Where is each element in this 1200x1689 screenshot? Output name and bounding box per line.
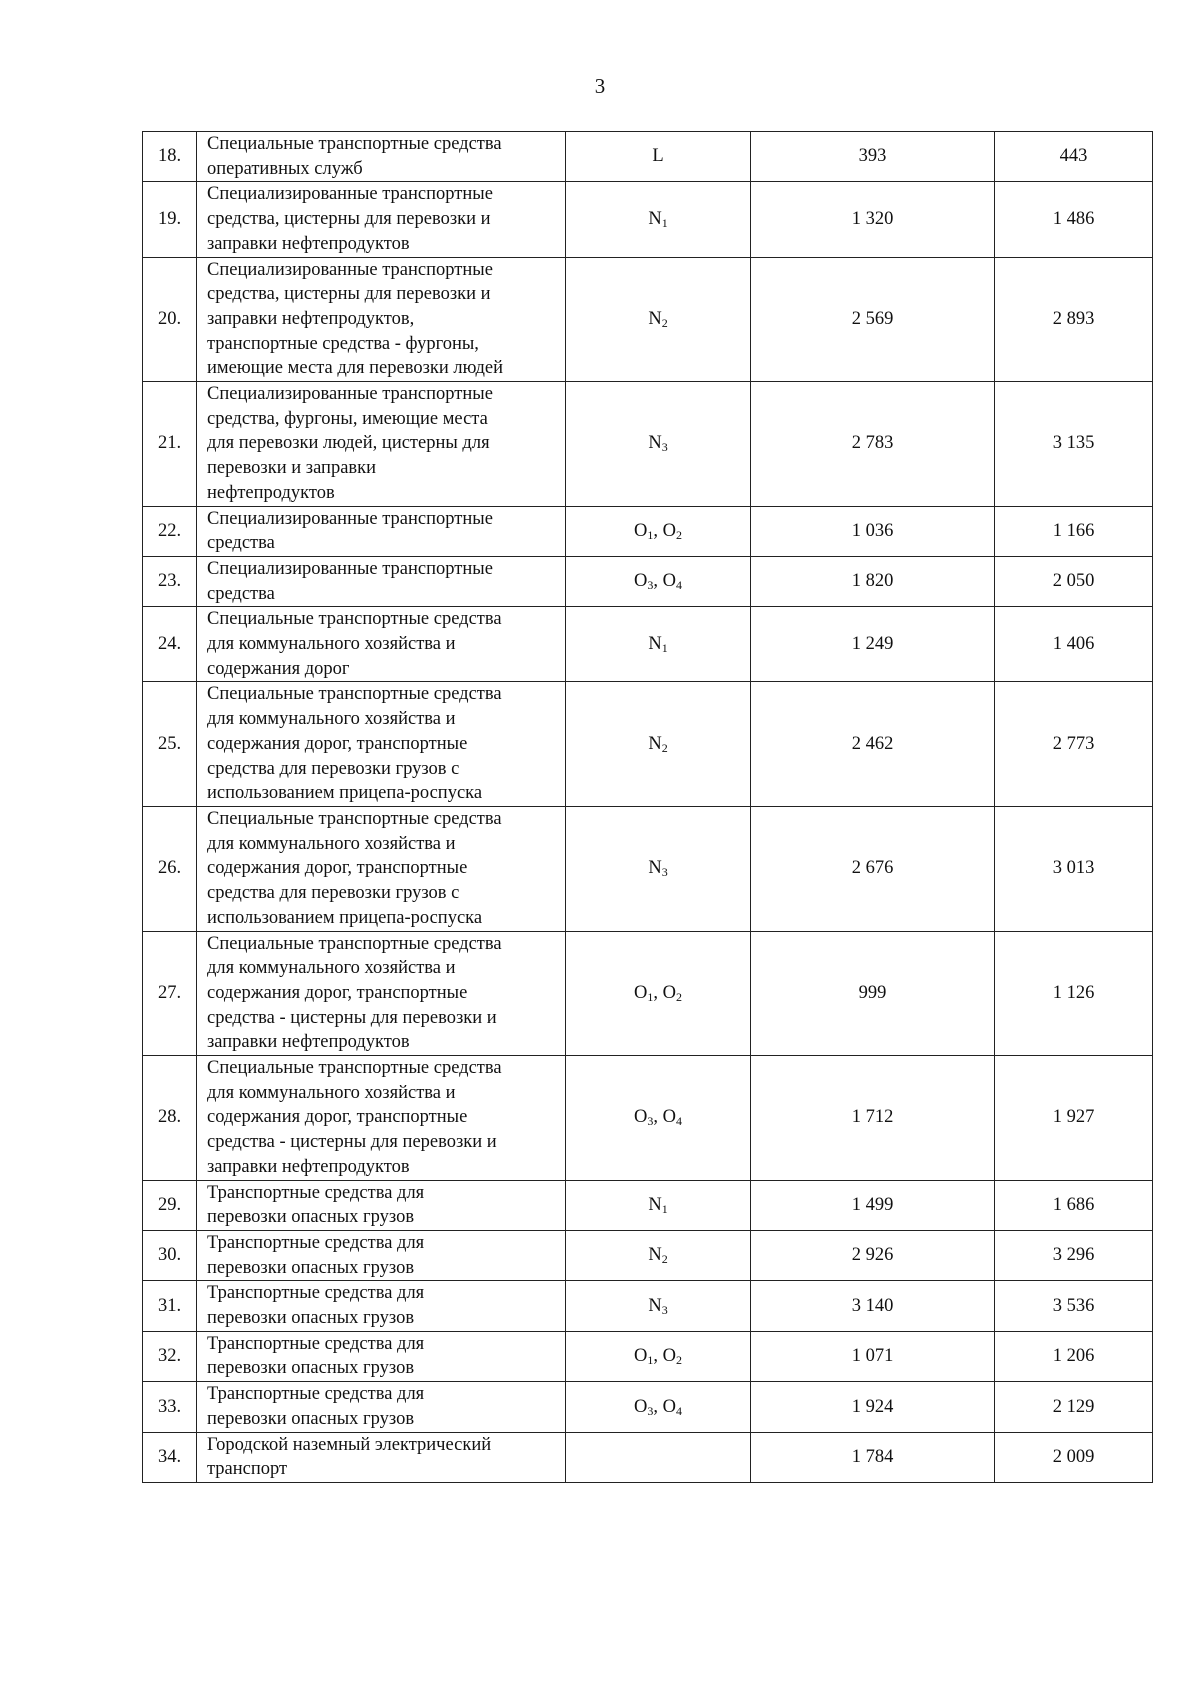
value-column-2: 2 129 <box>995 1382 1153 1432</box>
table-row <box>143 1432 1153 1482</box>
description-line: средства для перевозки грузов с <box>207 758 460 779</box>
description-line: использованием прицепа-роспуска <box>207 783 483 804</box>
vehicle-description <box>197 1230 566 1280</box>
page-number: 3 <box>594 74 606 98</box>
value-column-1: 1 924 <box>751 1382 995 1432</box>
vehicle-description <box>197 931 566 1056</box>
description-line: для коммунального хозяйства и <box>207 833 456 854</box>
description-line: Специальные транспортные средства <box>207 1058 502 1079</box>
description-line: заправки нефтепродуктов <box>207 233 410 254</box>
description-line: имеющие места для перевозки людей <box>207 358 504 379</box>
description-line: Транспортные средства для <box>207 1182 425 1203</box>
value-column-2: 1 406 <box>995 607 1153 682</box>
row-number: 19. <box>143 182 197 257</box>
description-line: содержания дорог, транспортные <box>207 1107 468 1128</box>
value-column-2: 443 <box>995 132 1153 182</box>
description-line: средства - цистерны для перевозки и <box>207 1007 497 1028</box>
description-line: Транспортные средства для <box>207 1333 425 1354</box>
value-column-1: 1 249 <box>751 607 995 682</box>
description-line: нефтепродуктов <box>207 482 335 503</box>
description-line: оперативных служб <box>207 158 363 179</box>
description-line: заправки нефтепродуктов, <box>207 308 415 329</box>
value-column-2: 1 126 <box>995 931 1153 1056</box>
description-line: средства, цистерны для перевозки и <box>207 209 491 230</box>
vehicle-description <box>197 1281 566 1331</box>
table-row <box>143 1281 1153 1331</box>
value-column-1: 999 <box>751 931 995 1056</box>
description-line: Специализированные транспортные <box>207 384 493 405</box>
rates-table <box>142 131 1153 1483</box>
table-row <box>143 506 1153 556</box>
vehicle-description <box>197 182 566 257</box>
table-row <box>143 1331 1153 1381</box>
vehicle-category: $O_1$, $O_2$ <box>566 931 751 1056</box>
table-row <box>143 1230 1153 1280</box>
table-row <box>143 607 1153 682</box>
value-column-2: 3 013 <box>995 806 1153 931</box>
description-line: Городской наземный электрический <box>207 1434 492 1455</box>
value-column-1: 1 071 <box>751 1331 995 1381</box>
description-line: Транспортные средства для <box>207 1384 425 1405</box>
table-row <box>143 182 1153 257</box>
vehicle-description <box>197 506 566 556</box>
description-line: средства <box>207 533 275 554</box>
description-line: для коммунального хозяйства и <box>207 709 456 730</box>
table-row <box>143 556 1153 606</box>
vehicle-category: $O_3$, $O_4$ <box>566 1382 751 1432</box>
vehicle-description <box>197 1331 566 1381</box>
vehicle-category: $O_3$, $O_4$ <box>566 556 751 606</box>
row-number: 30. <box>143 1230 197 1280</box>
vehicle-category: $N_2$ <box>566 1230 751 1280</box>
description-line: Специализированные транспортные <box>207 508 493 529</box>
table-row <box>143 1382 1153 1432</box>
table-row <box>143 257 1153 382</box>
description-line: Специальные транспортные средства <box>207 808 502 829</box>
value-column-1: 3 140 <box>751 1281 995 1331</box>
vehicle-description <box>197 806 566 931</box>
description-line: содержания дорог <box>207 658 350 679</box>
description-line: перевозки опасных грузов <box>207 1408 415 1429</box>
vehicle-category: $N_1$ <box>566 182 751 257</box>
description-line: содержания дорог, транспортные <box>207 733 468 754</box>
vehicle-category <box>566 1432 751 1482</box>
description-line: содержания дорог, транспортные <box>207 982 468 1003</box>
description-line: Транспортные средства для <box>207 1232 425 1253</box>
row-number: 26. <box>143 806 197 931</box>
vehicle-description <box>197 1432 566 1482</box>
vehicle-category: $N_3$ <box>566 382 751 507</box>
description-line: перевозки и заправки <box>207 458 377 479</box>
row-number: 32. <box>143 1331 197 1381</box>
value-column-2: 1 486 <box>995 182 1153 257</box>
description-line: Специальные транспортные средства <box>207 134 502 154</box>
value-column-1: 1 320 <box>751 182 995 257</box>
description-line: Специальные транспортные средства <box>207 933 502 954</box>
row-number: 22. <box>143 506 197 556</box>
value-column-2: 3 296 <box>995 1230 1153 1280</box>
row-number: 33. <box>143 1382 197 1432</box>
value-column-2: 1 206 <box>995 1331 1153 1381</box>
value-column-1: 1 036 <box>751 506 995 556</box>
vehicle-description <box>197 607 566 682</box>
vehicle-category: $N_3$ <box>566 1281 751 1331</box>
table-row <box>143 1180 1153 1230</box>
vehicle-description <box>197 556 566 606</box>
row-number: 34. <box>143 1432 197 1482</box>
table-row <box>143 382 1153 507</box>
row-number: 23. <box>143 556 197 606</box>
description-line: средства, цистерны для перевозки и <box>207 284 491 305</box>
description-line: транспортные средства - фургоны, <box>207 333 479 354</box>
value-column-1: 2 676 <box>751 806 995 931</box>
description-line: средства - цистерны для перевозки и <box>207 1132 497 1153</box>
vehicle-category: $O_1$, $O_2$ <box>566 506 751 556</box>
value-column-2: 1 166 <box>995 506 1153 556</box>
vehicle-description <box>197 1382 566 1432</box>
value-column-2: 2 009 <box>995 1432 1153 1482</box>
row-number: 18. <box>143 132 197 182</box>
row-number: 21. <box>143 382 197 507</box>
vehicle-description <box>197 257 566 382</box>
description-line: перевозки опасных грузов <box>207 1257 415 1278</box>
table-body <box>143 132 1153 1483</box>
vehicle-category: $O_3$, $O_4$ <box>566 1056 751 1181</box>
description-line: Специальные транспортные средства <box>207 609 502 630</box>
description-line: средства для перевозки грузов с <box>207 883 460 904</box>
vehicle-category: $N_2$ <box>566 682 751 807</box>
description-line: средства <box>207 583 275 604</box>
description-line: содержания дорог, транспортные <box>207 858 468 879</box>
description-line: средства, фургоны, имеющие места <box>207 408 488 429</box>
row-number: 24. <box>143 607 197 682</box>
description-line: перевозки опасных грузов <box>207 1358 415 1379</box>
vehicle-description <box>197 382 566 507</box>
row-number: 20. <box>143 257 197 382</box>
vehicle-category: $N_1$ <box>566 607 751 682</box>
table-row <box>143 931 1153 1056</box>
value-column-2: 2 050 <box>995 556 1153 606</box>
vehicle-description <box>197 682 566 807</box>
table-row <box>143 682 1153 807</box>
vehicle-category: $O_1$, $O_2$ <box>566 1331 751 1381</box>
table-row <box>143 1056 1153 1181</box>
vehicle-description <box>197 1180 566 1230</box>
value-column-1: 1 712 <box>751 1056 995 1181</box>
description-line: перевозки опасных грузов <box>207 1207 415 1228</box>
description-line: перевозки опасных грузов <box>207 1308 415 1329</box>
value-column-2: 2 773 <box>995 682 1153 807</box>
value-column-1: 2 569 <box>751 257 995 382</box>
table-row <box>143 132 1153 182</box>
value-column-1: 2 926 <box>751 1230 995 1280</box>
table-row <box>143 806 1153 931</box>
vehicle-description <box>197 1056 566 1181</box>
vehicle-category: $N_2$ <box>566 257 751 382</box>
description-line: транспорт <box>207 1459 288 1480</box>
value-column-2: 3 536 <box>995 1281 1153 1331</box>
row-number: 27. <box>143 931 197 1056</box>
value-column-1: 1 499 <box>751 1180 995 1230</box>
value-column-1: 2 783 <box>751 382 995 507</box>
row-number: 31. <box>143 1281 197 1331</box>
value-column-2: 1 686 <box>995 1180 1153 1230</box>
row-number: 25. <box>143 682 197 807</box>
description-line: Специализированные транспортные <box>207 558 493 579</box>
description-line: для коммунального хозяйства и <box>207 958 456 979</box>
value-column-2: 2 893 <box>995 257 1153 382</box>
vehicle-category: $N_1$ <box>566 1180 751 1230</box>
vehicle-category: $N_3$ <box>566 806 751 931</box>
description-line: Специальные транспортные средства <box>207 684 502 705</box>
description-line: для перевозки людей, цистерны для <box>207 433 490 454</box>
vehicle-description <box>197 132 566 182</box>
vehicle-category: L <box>566 132 751 182</box>
description-line: Транспортные средства для <box>207 1283 425 1304</box>
value-column-2: 3 135 <box>995 382 1153 507</box>
value-column-1: 2 462 <box>751 682 995 807</box>
description-line: заправки нефтепродуктов <box>207 1156 410 1177</box>
description-line: использованием прицепа-роспуска <box>207 907 483 928</box>
value-column-1: 393 <box>751 132 995 182</box>
row-number: 29. <box>143 1180 197 1230</box>
value-column-1: 1 784 <box>751 1432 995 1482</box>
value-column-1: 1 820 <box>751 556 995 606</box>
description-line: заправки нефтепродуктов <box>207 1032 410 1053</box>
description-line: Специализированные транспортные <box>207 259 493 280</box>
value-column-2: 1 927 <box>995 1056 1153 1181</box>
description-line: Специализированные транспортные <box>207 184 493 205</box>
row-number: 28. <box>143 1056 197 1181</box>
description-line: для коммунального хозяйства и <box>207 1082 456 1103</box>
description-line: для коммунального хозяйства и <box>207 634 456 655</box>
